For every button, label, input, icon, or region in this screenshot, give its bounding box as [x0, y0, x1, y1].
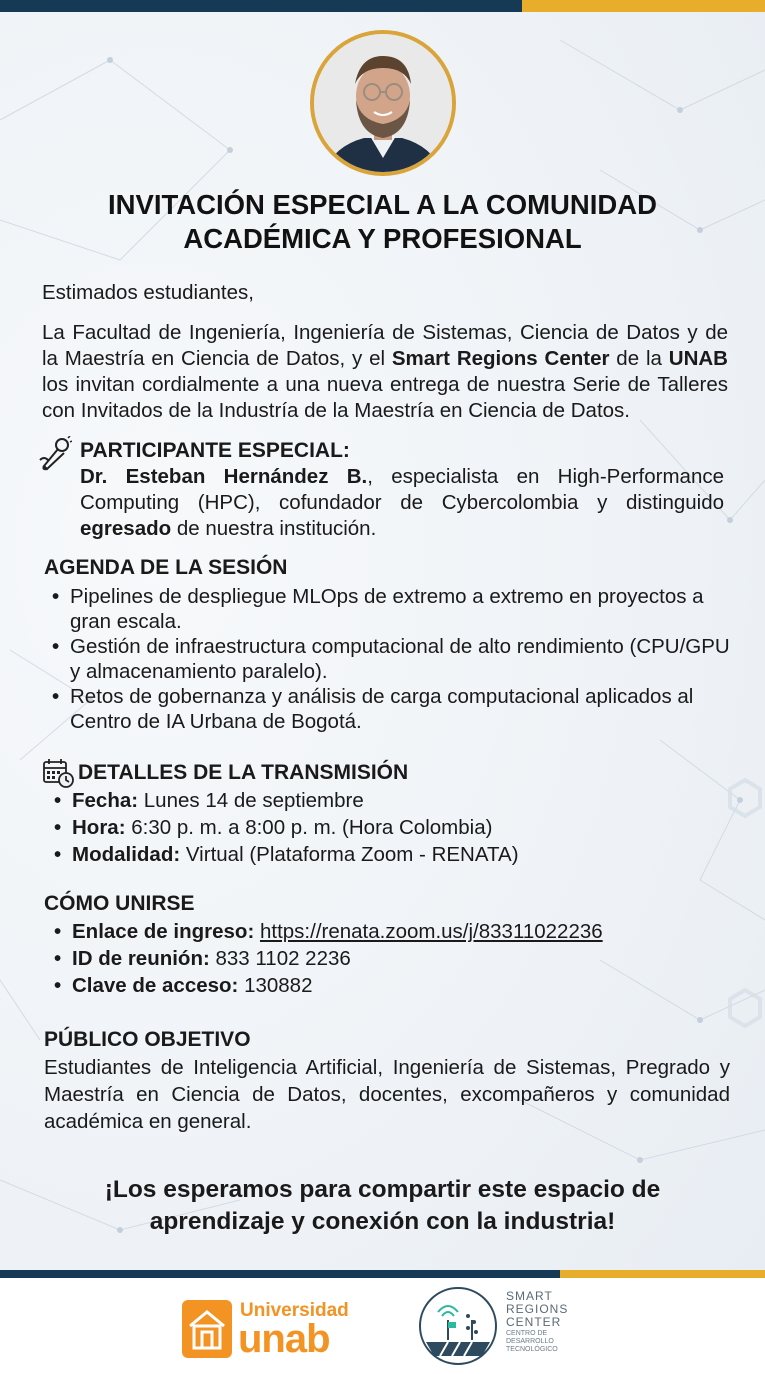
participant-text-1: , especialista en High-Performance Computing (HPC), cofundador de Cybercolombia y distinguido	[80, 465, 724, 514]
smart-regions-center-name: Smart Regions Center	[391, 347, 610, 370]
participant-bold-egresado: egresado	[80, 517, 172, 540]
smart-regions-center-logo	[418, 1286, 588, 1366]
intro-text-3: los invitan cordialmente a una nueva entrega de nuestra Serie de Talleres con Invitados de la Industría de la Maestría en Ciencia de Datos.	[42, 373, 728, 422]
calendar-clock-icon	[42, 758, 74, 788]
detail-value: Lunes 14 de septiembre	[138, 789, 364, 812]
detail-label: Modalidad:	[72, 843, 181, 866]
closing-line-1: ¡Los esperamos para compartir este espacio de	[104, 1176, 661, 1203]
audience-heading: PÚBLICO OBJETIVO	[44, 1028, 251, 1051]
unab-logo	[182, 1298, 362, 1362]
join-list	[46, 918, 732, 999]
greeting: Estimados estudiantes,	[42, 281, 254, 304]
main-title	[30, 188, 735, 256]
src-emblem-icon	[418, 1286, 498, 1366]
join-heading: CÓMO UNIRSE	[44, 892, 195, 915]
join-link-label: Enlace de ingreso:	[72, 920, 255, 943]
intro-paragraph	[42, 320, 728, 424]
footer	[0, 1278, 765, 1374]
intro-text-2: de la	[609, 347, 669, 370]
meeting-id-value: 833 1102 2236	[209, 947, 351, 970]
unab-name: UNAB	[668, 347, 728, 370]
meeting-id-label: ID de reunión:	[72, 947, 210, 970]
agenda-item: • Retos de gobernanza y análisis de carga computacional aplicados al Centro de IA Urbana de Bogotá.	[44, 684, 730, 734]
unab-logo-universidad: Universidad	[240, 1300, 349, 1321]
closing-message	[40, 1174, 725, 1238]
detail-item-modalidad	[46, 841, 732, 868]
top-accent-bar	[0, 0, 765, 12]
title-line-1: INVITACIÓN ESPECIAL A LA COMUNIDAD	[108, 189, 657, 220]
participant-description	[80, 464, 724, 542]
details-heading: DETALLES DE LA TRANSMISIÓN	[78, 761, 409, 784]
closing-line-2: aprendizaje y conexión con la industria!	[149, 1208, 616, 1235]
intro-text-1: La Facultad de Ingeniería, Ingeniería de Sistemas, Ciencia de Datos y de la Maestría en Ciencia de Datos, y el	[42, 321, 728, 370]
src-logo-subtitle: CENTRO DE DESARROLLO TECNOLÓGICO	[506, 1330, 558, 1353]
agenda-item: • Pipelines de despliegue MLOps de extremo a extremo en proyectos a gran escala.	[44, 584, 730, 634]
passcode-label: Clave de acceso:	[72, 974, 239, 997]
detail-value: Virtual (Plataforma Zoom - RENATA)	[180, 843, 519, 866]
join-item-link	[46, 918, 732, 945]
detail-label: Hora:	[72, 816, 126, 839]
unab-building-icon	[182, 1300, 232, 1358]
participant-text-2: de nuestra institución.	[171, 517, 377, 540]
src-logo-name: SMART REGIONS CENTER	[506, 1289, 569, 1329]
unab-logo-wordmark: unab	[238, 1317, 330, 1361]
microphone-icon	[38, 436, 72, 472]
agenda-item: • Gestión de infraestructura computacional de alto rendimiento (CPU/GPU y almacenamiento paralelo).	[44, 634, 730, 684]
participant-heading: PARTICIPANTE ESPECIAL:	[80, 439, 350, 462]
zoom-meeting-link[interactable]: https://renata.zoom.us/j/83311022236	[259, 920, 603, 943]
bottom-accent-bar	[0, 1270, 765, 1278]
speaker-name: Dr. Esteban Hernández B.	[80, 465, 368, 488]
agenda-heading: AGENDA DE LA SESIÓN	[44, 556, 288, 579]
join-item-id	[46, 945, 732, 972]
details-list	[46, 787, 732, 868]
detail-item-hora	[46, 814, 732, 841]
detail-item-fecha	[46, 787, 732, 814]
join-item-password	[46, 972, 732, 999]
detail-label: Fecha:	[72, 789, 139, 812]
agenda-list	[44, 584, 730, 734]
passcode-value: 130882	[238, 974, 313, 997]
detail-value: 6:30 p. m. a 8:00 p. m. (Hora Colombia)	[125, 816, 493, 839]
speaker-photo	[310, 30, 456, 176]
title-line-2: ACADÉMICA Y PROFESIONAL	[183, 223, 582, 254]
audience-text: Estudiantes de Inteligencia Artificial, Ingeniería de Sistemas, Pregrado y Maestría en Ciencia de Datos, docentes, excompañeros y comunidad académica en general.	[44, 1056, 730, 1133]
